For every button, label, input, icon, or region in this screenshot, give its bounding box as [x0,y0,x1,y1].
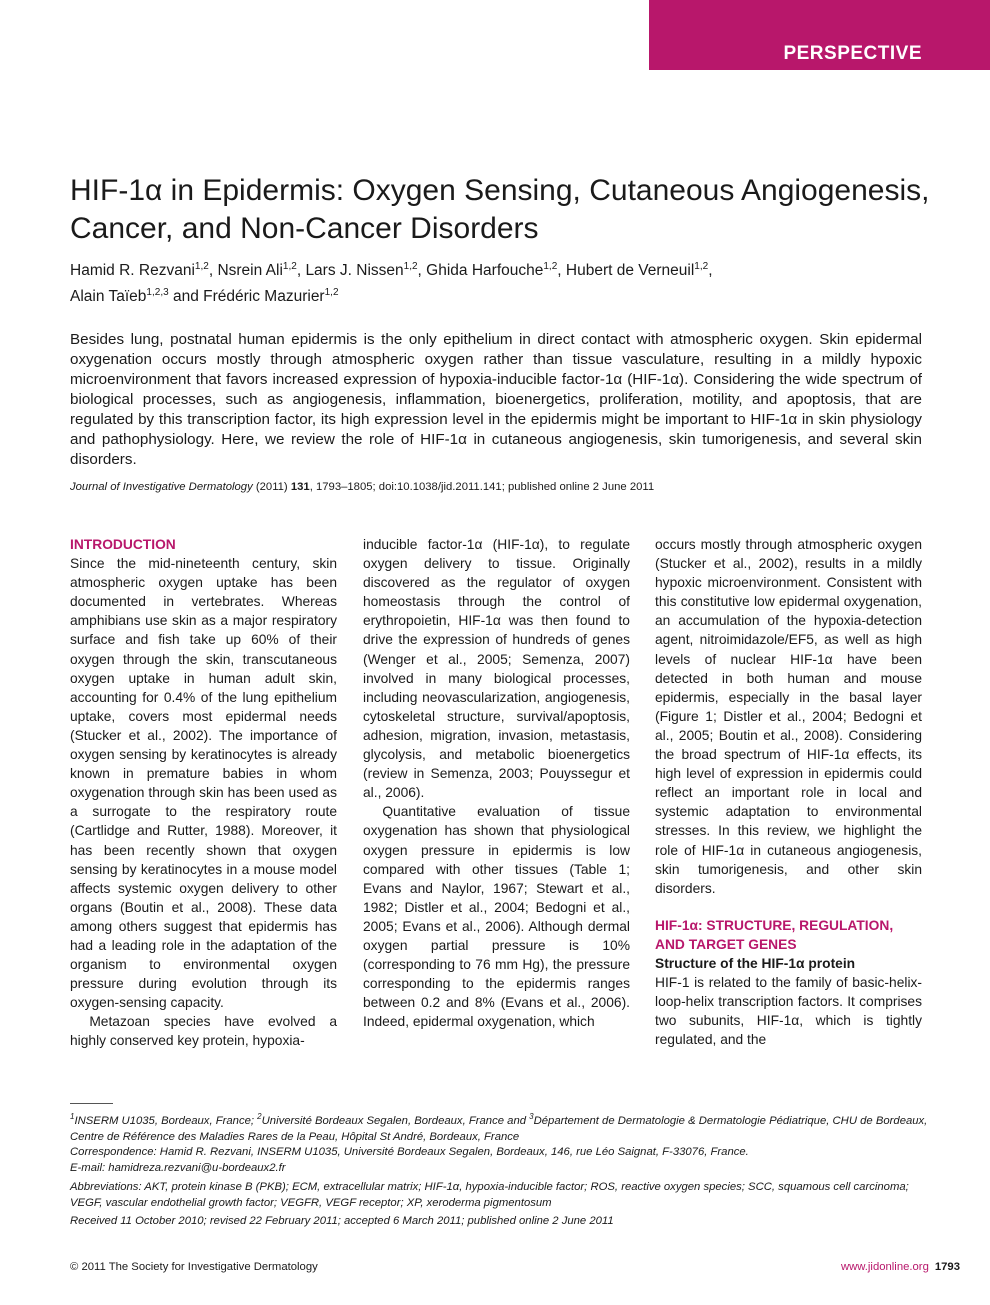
abstract: Besides lung, postnatal human epidermis is the only epithelium in direct contact with atmospheric oxygen. Skin epidermal oxygenation occurs mostly through atmospheric oxygen rather than tissue vasculature, resulting in a mildly hypoxic microenvironment that favors increased expression of hypoxia-inducible factor-1α (HIF-1α). Considering the wide spectrum of biological processes, such as angiogenesis, inflammation, bioenergetics, proliferation, motility, and apoptosis, that are regulated by this transcription factor, its high expression level in the epidermis might be important to HIF-1α in skin physiology and pathophysiology. Here, we review the role of HIF-1α in cutaneous angiogenesis, skin tumorigenesis, and several skin disorders. [70,331,922,468]
citation-line [70,479,930,495]
author[interactable]: Frédéric Mazurier [203,288,325,306]
author-affiliation: 1,2 [694,261,709,272]
citation-details[interactable]: , 1793–1805; doi:10.1038/jid.2011.141; published online 2 June 2011 [309,481,655,493]
section-gap [655,898,922,916]
paragraph: HIF-1 is related to the family of basic-helix-loop-helix transcription factors. It comprises two subunits, HIF-1α, which is tightly regulated, and the [655,975,922,1048]
author-affiliation: 1,2 [543,261,558,272]
author-list [70,256,930,308]
correspondence-footnote [70,1144,930,1176]
affiliation-marker: 3 [529,1112,534,1121]
author-affiliation: 1,2 [194,261,209,272]
affiliation-text: Université Bordeaux Segalen, Bordeaux, France and [261,1114,530,1127]
article-title: HIF-1α in Epidermis: Oxygen Sensing, Cutaneous Angiogenesis, Cancer, and Non-Cancer Disorders [70,174,930,245]
email-link[interactable]: E-mail: hamidreza.rezvani@u-bordeaux2.fr [70,1162,286,1174]
author-affiliation: 1,2 [403,261,418,272]
affiliations-footnote [70,1109,930,1145]
paragraph: occurs mostly through atmospheric oxygen (Stucker et al., 2002), results in a mildly hypoxic microenvironment. Consistent with this constitutive low epidermal oxygenation, an accumulation of the hypoxia-detection agent, nitroimidazole/EF5, as well as high levels of nuclear HIF-1α have been detected in both human and mouse epidermis, especially in the basal layer (Figure 1; Distler et al., 2004; Bedogni et al., 2005; Boutin et al., 2008). Considering the broad spectrum of HIF-1α effects, its high level of expression in epidermis could reflect an important role in local and systemic adaptation to environmental stresses. In this review, we highlight the role of HIF-1α in cutaneous angiogenesis, skin tumorigenesis, and other skin disorders. [655,537,922,896]
subsection-heading: Structure of the HIF-1α protein [655,955,856,971]
copyright-notice: © 2011 The Society for Investigative Dermatology [70,1261,318,1273]
paragraph: Since the mid-nineteenth century, skin atmospheric oxygen uptake has been documented in vertebrates. Whereas amphibians use skin as a major respiratory surface and fish take up 60% of their oxygen through the skin, transcutaneous oxygen uptake in human adult skin, accounting for 0.4% of the lung epithelium uptake, covers most epidermal needs (Stucker et al., 2002). The importance of oxygen sensing by keratinocytes is already known in premature babies in whom oxygenation through skin has been used as a surrogate to the respiratory route (Cartlidge and Rutter, 1988). Moreover, it has been recently shown that oxygen sensing by keratinocytes in a mouse model affects systemic oxygen delivery to other organs (Boutin et al., 2008). These data among others suggest that epidermis has had a leading role in the adaptation of the organism to environmental oxygen pressure during evolution through its oxygen-sensing capacity. [70,556,337,1011]
author-affiliation: 1,2,3 [146,287,169,299]
author-separator: , [557,262,566,280]
author[interactable]: Lars J. Nissen [305,262,404,280]
citation-year: (2011) [252,481,291,493]
affiliation-marker: 1 [70,1112,75,1121]
page-number: 1793 [934,1261,960,1273]
section-heading-introduction: INTRODUCTION [70,537,176,552]
section-banner [649,0,990,70]
author-affiliation: 1,2 [282,261,297,272]
body-column-1 [70,535,337,1051]
author-separator: , [208,262,218,280]
author-separator: , [708,262,713,280]
affiliation-marker: 2 [257,1112,262,1121]
page-footer-right [841,1259,960,1275]
author[interactable]: Hamid R. Rezvani [70,262,195,280]
body-column-3 [655,535,922,1049]
correspondence-text: Correspondence: Hamid R. Rezvani, INSERM U1035, Université Bordeaux Segalen, Bordeaux, 146, rue Léo Saignat, F-33076, France. [70,1146,749,1158]
abbreviations-footnote: Abbreviations: AKT, protein kinase B (PKB); ECM, extracellular matrix; HIF-1α, hypoxia-inducible factor; ROS, reactive oxygen species; SCC, squamous cell carcinoma; VEGF, vascular endothelial growth factor; VEGFR, VEGF receptor; XP, xeroderma pigmentosum [70,1181,909,1209]
author[interactable]: Nsrein Ali [217,262,283,280]
author[interactable]: Hubert de Verneuil [565,262,695,280]
journal-name[interactable]: Journal of Investigative Dermatology [70,481,253,493]
author-separator: and [168,288,204,306]
author[interactable]: Ghida Harfouche [426,262,544,280]
body-column-2 [363,535,630,1031]
paragraph: inducible factor-1α (HIF-1α), to regulate oxygen delivery to tissue. Originally discovered as the regulator of oxygen homeostasis through the control of erythropoietin, HIF-1α was then found to drive the expression of hundreds of genes (Wenger et al., 2005; Semenza, 2007) involved in many biological processes, including neovascularization, angiogenesis, cytoskeletal structure, survival/apoptosis, adhesion, migration, invasion, metastasis, glycolysis, and metabolic bioenergetics (review in Semenza, 2003; Pouyssegur et al., 2006). [363,537,630,801]
author[interactable]: Alain Taïeb [70,288,147,306]
footnote-rule [70,1103,113,1104]
affiliation-text: INSERM U1035, Bordeaux, France; [74,1114,258,1127]
author-separator: , [417,262,427,280]
author-separator: , [296,262,306,280]
citation-volume: 131 [290,481,310,493]
paragraph: Quantitative evaluation of tissue oxygenation has shown that physiological oxygen pressure in epidermis is low compared with other tissues (Table 1; Evans and Naylor, 1967; Stewart et al., 1982; Distler et al., 2004; Bedogni et al., 2005; Evans et al., 2006). Although dermal oxygen partial pressure is 10% (corresponding to 76 mm Hg), the pressure corresponding to the epidermis ranges between 0.2 and 8% (Evans et al., 2006). Indeed, epidermal oxygenation, which [363,804,630,1030]
website-link[interactable]: www.jidonline.org [840,1261,929,1273]
section-heading-structure: HIF-1α: STRUCTURE, REGULATION, AND TARGET GENES [655,917,894,952]
author-affiliation: 1,2 [324,287,339,299]
affiliation-text: Département de Dermatologie & Dermatologie Pédiatrique, CHU de Bordeaux, Centre de Référence des Maladies Rares de la Peau, Hôpital St André, Bordeaux, France [70,1114,928,1143]
received-footnote: Received 11 October 2010; revised 22 February 2011; accepted 6 March 2011; published online 2 June 2011 [70,1215,614,1227]
paragraph: Metazoan species have evolved a highly conserved key protein, hypoxia- [70,1014,337,1049]
section-label: PERSPECTIVE [783,43,922,64]
